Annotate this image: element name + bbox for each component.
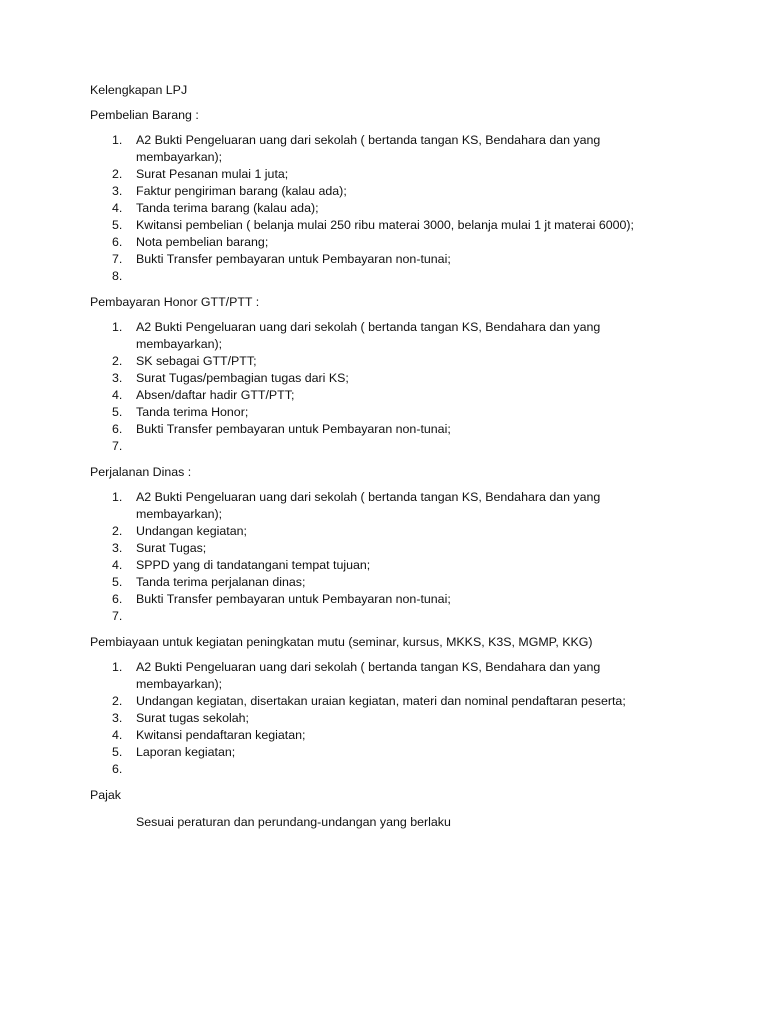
list-item (90, 268, 656, 285)
item-text: Laporan kegiatan; (136, 745, 236, 759)
item-number: 7. (112, 252, 123, 266)
list-item (90, 438, 656, 455)
item-text: Bukti Transfer pembayaran untuk Pembayaran non-tunai; (136, 252, 451, 266)
list-item (90, 608, 656, 625)
item-number: 5. (112, 575, 123, 589)
list-item (90, 370, 656, 387)
item-text: Kwitansi pendaftaran kegiatan; (136, 728, 306, 742)
item-number: 5. (112, 405, 123, 419)
item-number: 6. (112, 422, 123, 436)
item-text: Nota pembelian barang; (136, 235, 269, 249)
item-text: A2 Bukti Pengeluaran uang dari sekolah ( bertanda tangan KS, Bendahara dan yang membayarkan); (136, 660, 601, 691)
item-text: Surat tugas sekolah; (136, 711, 249, 725)
item-number: 3. (112, 711, 123, 725)
item-text: A2 Bukti Pengeluaran uang dari sekolah ( bertanda tangan KS, Bendahara dan yang membayarkan); (136, 133, 601, 164)
item-list (90, 319, 690, 455)
item-number: 3. (112, 541, 123, 555)
item-text: SK sebagai GTT/PTT; (136, 354, 257, 368)
item-list (90, 489, 690, 625)
item-number: 8. (112, 269, 123, 283)
list-item (90, 217, 656, 234)
list-item (90, 387, 656, 404)
section-heading: Pajak (90, 788, 121, 802)
item-number: 1. (112, 320, 123, 334)
list-item (90, 744, 656, 761)
item-text: Surat Tugas; (136, 541, 207, 555)
item-text: Bukti Transfer pembayaran untuk Pembayaran non-tunai; (136, 592, 451, 606)
item-number: 4. (112, 388, 123, 402)
item-number: 1. (112, 660, 123, 674)
item-number: 5. (112, 745, 123, 759)
item-text: A2 Bukti Pengeluaran uang dari sekolah ( bertanda tangan KS, Bendahara dan yang membayarkan); (136, 490, 601, 521)
item-number: 6. (112, 762, 123, 776)
list-item (90, 183, 656, 200)
section-heading: Pembiayaan untuk kegiatan peningkatan mutu (seminar, kursus, MKKS, K3S, MGMP, KKG) (90, 635, 593, 649)
item-number: 2. (112, 524, 123, 538)
section-pembelian-barang (90, 107, 690, 285)
item-number: 4. (112, 558, 123, 572)
item-text: A2 Bukti Pengeluaran uang dari sekolah ( bertanda tangan KS, Bendahara dan yang membayarkan); (136, 320, 601, 351)
item-text: Tanda terima Honor; (136, 405, 249, 419)
item-number: 6. (112, 592, 123, 606)
item-number: 5. (112, 218, 123, 232)
list-item (90, 421, 656, 438)
list-item (90, 353, 656, 370)
list-item (90, 166, 656, 183)
document-title: Kelengkapan LPJ (90, 83, 188, 97)
item-number: 7. (112, 609, 123, 623)
item-text: Undangan kegiatan, disertakan uraian kegiatan, materi dan nominal pendaftaran peserta; (136, 694, 626, 708)
item-text: Faktur pengiriman barang (kalau ada); (136, 184, 347, 198)
list-item (90, 319, 656, 353)
section-heading: Perjalanan Dinas : (90, 465, 192, 479)
section-perjalanan-dinas (90, 464, 690, 625)
list-item (90, 574, 656, 591)
tax-text: Sesuai peraturan dan perundang-undangan yang berlaku (136, 815, 451, 829)
item-text: Surat Tugas/pembagian tugas dari KS; (136, 371, 349, 385)
list-item (90, 234, 656, 251)
list-item (90, 727, 656, 744)
document-content (90, 82, 690, 840)
list-item (90, 761, 656, 778)
item-text: Absen/daftar hadir GTT/PTT; (136, 388, 295, 402)
item-number: 4. (112, 728, 123, 742)
item-number: 1. (112, 133, 123, 147)
item-number: 1. (112, 490, 123, 504)
item-text: Kwitansi pembelian ( belanja mulai 250 ribu materai 3000, belanja mulai 1 jt materai 6000); (136, 218, 634, 232)
item-number: 3. (112, 371, 123, 385)
item-text: Undangan kegiatan; (136, 524, 247, 538)
item-text: Surat Pesanan mulai 1 juta; (136, 167, 289, 181)
item-list (90, 659, 690, 778)
item-number: 2. (112, 167, 123, 181)
list-item (90, 200, 656, 217)
list-item (90, 404, 656, 421)
section-pembayaran-honor (90, 294, 690, 455)
section-heading: Pembelian Barang : (90, 108, 199, 122)
item-number: 2. (112, 694, 123, 708)
item-list (90, 132, 690, 285)
list-item (90, 540, 656, 557)
list-item (90, 659, 656, 693)
item-text: Tanda terima barang (kalau ada); (136, 201, 319, 215)
list-item (90, 523, 656, 540)
item-number: 4. (112, 201, 123, 215)
list-item (90, 132, 656, 166)
list-item (90, 251, 656, 268)
item-text: Tanda terima perjalanan dinas; (136, 575, 306, 589)
item-number: 7. (112, 439, 123, 453)
item-number: 2. (112, 354, 123, 368)
section-heading: Pembayaran Honor GTT/PTT : (90, 295, 260, 309)
item-text: Bukti Transfer pembayaran untuk Pembayaran non-tunai; (136, 422, 451, 436)
section-peningkatan-mutu (90, 634, 690, 778)
list-item (90, 557, 656, 574)
item-number: 3. (112, 184, 123, 198)
item-number: 6. (112, 235, 123, 249)
list-item (90, 710, 656, 727)
list-item (90, 693, 656, 710)
section-pajak (90, 787, 690, 831)
list-item (90, 591, 656, 608)
item-text: SPPD yang di tandatangani tempat tujuan; (136, 558, 371, 572)
list-item (90, 489, 656, 523)
